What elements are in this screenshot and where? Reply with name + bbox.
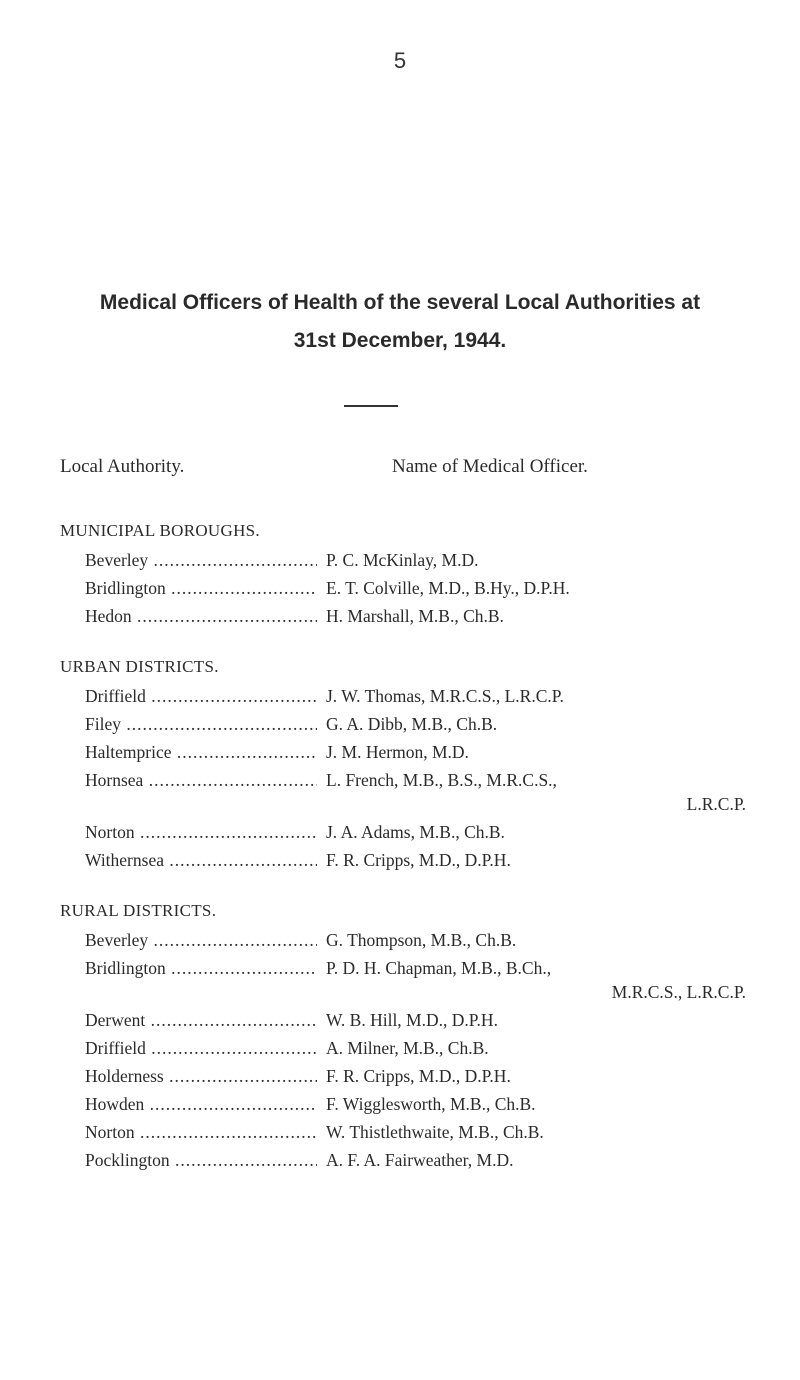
- medical-officer-name: [326, 1062, 746, 1090]
- local-authority-name: Driffield .....: [85, 682, 317, 710]
- officer-line-1: J. M. Hermon, M.D.: [326, 742, 469, 762]
- medical-officer-name: [326, 1118, 746, 1146]
- officer-line-1: L. French, M.B., B.S., M.R.C.S.,: [326, 770, 557, 790]
- local-authority-name: Bridlington .....: [85, 954, 317, 982]
- local-authority-name: Hornsea .....: [85, 766, 317, 794]
- table-row: [0, 1006, 800, 1034]
- medical-officer-name: [326, 546, 746, 574]
- page-title: [0, 284, 800, 360]
- medical-officer-name: [326, 574, 746, 602]
- local-authority-name: Beverley .....: [85, 546, 317, 574]
- local-authority-name: Withernsea .....: [85, 846, 317, 874]
- local-authority-name: Derwent .....: [85, 1006, 317, 1034]
- medical-officer-name: [326, 1090, 746, 1118]
- local-authority-name: Hedon .....: [85, 602, 317, 630]
- officer-line-1: E. T. Colville, M.D., B.Hy., D.P.H.: [326, 578, 570, 598]
- local-authority-name: Norton .....: [85, 1118, 317, 1146]
- column-header-officer: Name of Medical Officer.: [392, 456, 588, 477]
- medical-officer-name: [326, 1006, 746, 1034]
- section: [0, 896, 800, 1174]
- officer-line-1: P. D. H. Chapman, M.B., B.Ch.,: [326, 958, 552, 978]
- local-authority-name: Haltemprice .....: [85, 738, 317, 766]
- table-row: [0, 574, 800, 602]
- local-authority-name: Norton .....: [85, 818, 317, 846]
- local-authority-name: Beverley .....: [85, 926, 317, 954]
- table-row: [0, 846, 800, 874]
- table-row: [0, 682, 800, 710]
- table-row: [0, 1118, 800, 1146]
- officer-line-1: A. Milner, M.B., Ch.B.: [326, 1038, 489, 1058]
- table-row: [0, 1034, 800, 1062]
- table-row: [0, 818, 800, 846]
- officer-line-1: J. W. Thomas, M.R.C.S., L.R.C.P.: [326, 686, 564, 706]
- section: [0, 516, 800, 630]
- medical-officer-name: [326, 738, 746, 766]
- medical-officer-name: [326, 926, 746, 954]
- table-row: [0, 1062, 800, 1090]
- local-authority-name: Filey .....: [85, 710, 317, 738]
- officer-line-1: F. Wigglesworth, M.B., Ch.B.: [326, 1094, 536, 1114]
- officer-line-1: G. Thompson, M.B., Ch.B.: [326, 930, 517, 950]
- medical-officer-name: [326, 682, 746, 710]
- page-number: 5: [393, 48, 407, 73]
- section-heading: RURAL DISTRICTS.: [60, 901, 217, 920]
- officer-line-1: P. C. McKinlay, M.D.: [326, 550, 479, 570]
- local-authority-name: Howden .....: [85, 1090, 317, 1118]
- local-authority-name: Bridlington .....: [85, 574, 317, 602]
- table-row: [0, 954, 800, 1006]
- officer-line-2: L.R.C.P.: [686, 794, 746, 814]
- table-row: [0, 1090, 800, 1118]
- officer-line-1: W. Thistlethwaite, M.B., Ch.B.: [326, 1122, 544, 1142]
- table-row: [0, 926, 800, 954]
- medical-officer-name: [326, 766, 746, 818]
- local-authority-name: Pocklington .....: [85, 1146, 317, 1174]
- section-heading: URBAN DISTRICTS.: [60, 657, 219, 676]
- section: [0, 652, 800, 874]
- table-row: [0, 546, 800, 574]
- officer-line-1: H. Marshall, M.B., Ch.B.: [326, 606, 504, 626]
- page-title-line-2: 31st December, 1944.: [293, 329, 507, 352]
- medical-officer-name: [326, 602, 746, 630]
- officer-line-1: F. R. Cripps, M.D., D.P.H.: [326, 1066, 511, 1086]
- medical-officer-name: [326, 818, 746, 846]
- medical-officer-name: [326, 710, 746, 738]
- medical-officer-name: [326, 1034, 746, 1062]
- table-row: [0, 602, 800, 630]
- officer-line-1: J. A. Adams, M.B., Ch.B.: [326, 822, 505, 842]
- medical-officer-name: [326, 954, 746, 1006]
- authority-list: [0, 516, 800, 1196]
- table-row: [0, 710, 800, 738]
- officer-line-2: M.R.C.S., L.R.C.P.: [611, 982, 746, 1002]
- local-authority-name: Driffield .....: [85, 1034, 317, 1062]
- local-authority-name: Holderness .....: [85, 1062, 317, 1090]
- officer-line-1: F. R. Cripps, M.D., D.P.H.: [326, 850, 511, 870]
- title-divider: [344, 405, 398, 407]
- column-header-authority: Local Authority.: [60, 456, 185, 477]
- medical-officer-name: [326, 846, 746, 874]
- medical-officer-name: [326, 1146, 746, 1174]
- officer-line-1: G. A. Dibb, M.B., Ch.B.: [326, 714, 498, 734]
- officer-line-1: A. F. A. Fairweather, M.D.: [326, 1150, 514, 1170]
- officer-line-1: W. B. Hill, M.D., D.P.H.: [326, 1010, 498, 1030]
- table-row: [0, 738, 800, 766]
- table-row: [0, 1146, 800, 1174]
- section-heading: MUNICIPAL BOROUGHS.: [60, 521, 260, 540]
- table-row: [0, 766, 800, 818]
- page-title-line-1: Medical Officers of Health of the several Local Authorities at: [99, 291, 701, 314]
